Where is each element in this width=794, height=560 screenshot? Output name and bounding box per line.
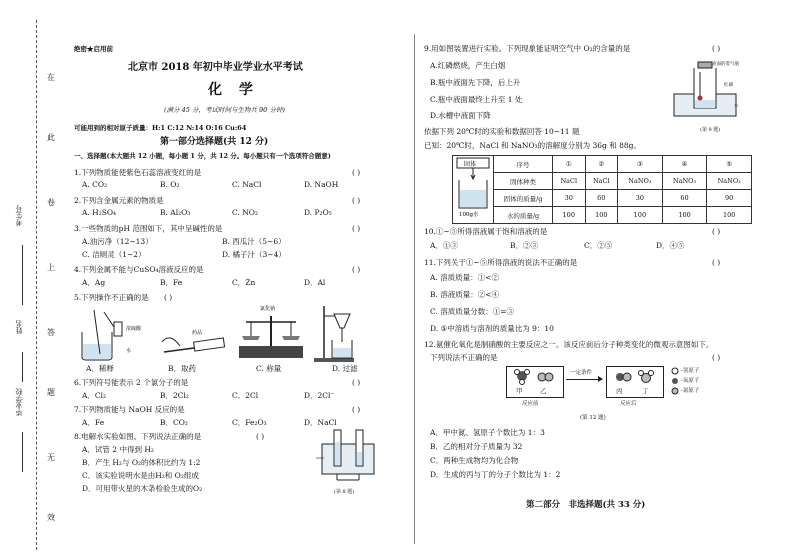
option-c[interactable]: C．该实验说明水是由H₂和 O₂组成 bbox=[82, 471, 199, 480]
product-label: 丁 bbox=[642, 387, 649, 395]
binding-char: 卷 bbox=[47, 198, 55, 207]
o2-apparatus-figure bbox=[670, 60, 750, 120]
question-stem-2: 下列说法不正确的是 bbox=[430, 353, 498, 362]
row-label: 固体的质量/g bbox=[494, 190, 553, 207]
question-stem: 9.用如图装置进行实验。下列现象能证明空气中 O₂的含量的是 bbox=[424, 44, 631, 53]
row-label: 序号 bbox=[494, 156, 553, 173]
option-b[interactable]: B．Fe bbox=[160, 278, 183, 287]
after-caption: 反应后 bbox=[620, 401, 637, 407]
field-underline bbox=[22, 245, 24, 305]
water-mass: 100 bbox=[585, 207, 618, 224]
label-reagent: 药品 bbox=[192, 330, 203, 336]
answer-paren[interactable]: ( ) bbox=[164, 293, 173, 302]
option-c[interactable]: C. NO₂ bbox=[232, 208, 258, 217]
binding-char: 上 bbox=[47, 263, 55, 272]
question-stem: 2.下列含金属元素的物质是 bbox=[74, 196, 164, 205]
option-a[interactable]: A．甲中氮、氢原子个数比为 1：3 bbox=[430, 428, 545, 437]
option-c[interactable]: C．Fe₂O₃ bbox=[232, 418, 267, 427]
answer-paren[interactable]: ( ) bbox=[256, 432, 265, 441]
option-a[interactable]: A.红磷燃烧，产生白烟 bbox=[430, 61, 506, 70]
field-school[interactable] bbox=[14, 388, 30, 428]
legend-nitrogen: -氮原子 bbox=[681, 388, 700, 394]
binding-char: 此 bbox=[47, 133, 55, 142]
option-d[interactable]: D．生成的丙与丁的分子个数比为 1：2 bbox=[430, 470, 561, 479]
option-a[interactable]: A．试管 2 中得到 H₂ bbox=[82, 445, 154, 454]
water-mass: 100 bbox=[662, 207, 707, 224]
arrow-head bbox=[598, 376, 603, 382]
solid-mass: 60 bbox=[585, 190, 618, 207]
arrow-condition: 一定条件 bbox=[570, 370, 593, 376]
binding-char: 题 bbox=[47, 388, 55, 397]
experiment-known: 已知：20℃时，NaCl 和 NaNO₃的溶解度分别为 36g 和 88g。 bbox=[424, 141, 641, 150]
beaker-figure bbox=[453, 156, 493, 218]
solid-mass: 90 bbox=[707, 190, 752, 207]
option-b[interactable]: B．CO₂ bbox=[160, 418, 188, 427]
answer-paren[interactable]: ( ) bbox=[352, 265, 361, 274]
option-c[interactable]: C. 溶质质量分数：①=③ bbox=[430, 307, 515, 316]
solid-mass: 30 bbox=[618, 190, 663, 207]
water-mass: 100 bbox=[553, 207, 586, 224]
exam-title: 北京市 2018 年初中毕业学业水平考试 bbox=[128, 62, 303, 73]
label-sulfuric-acid: 浓硫酸 bbox=[126, 326, 142, 332]
figure-label: 表面的着气瓶 bbox=[712, 62, 739, 67]
option-c[interactable]: C．两种生成物均为化合物 bbox=[430, 456, 519, 465]
option-c[interactable]: C．②⑤ bbox=[584, 241, 613, 250]
row-label: 固体种类 bbox=[494, 173, 553, 190]
beaker-solid-label: 固体 bbox=[464, 161, 477, 168]
answer-paren[interactable]: ( ) bbox=[352, 378, 361, 387]
solubility-table bbox=[452, 155, 752, 224]
experiment-intro: 依据下列 20℃时的实验和数据回答 10~11 题 bbox=[424, 127, 580, 136]
option-b[interactable]: B．乙的相对分子质量为 32 bbox=[430, 442, 523, 451]
before-caption: 反应前 bbox=[522, 401, 539, 407]
question-stem: 4.下列金属不能与CuSO₄溶液反应的是 bbox=[74, 265, 204, 274]
reaction-arrow bbox=[566, 379, 602, 380]
question-stem: 8.电解水实验如图。下列说法正确的是 bbox=[74, 432, 202, 441]
field-name[interactable] bbox=[14, 320, 30, 350]
binding-char: 效 bbox=[47, 513, 55, 522]
option-a[interactable]: A．Fe bbox=[82, 418, 105, 427]
field-label: 姓名 bbox=[15, 320, 23, 334]
option-a[interactable]: A．①③ bbox=[430, 241, 458, 250]
atomic-masses: 可能用到的相对原子质量：H:1 C:12 N:14 O:16 Cu:64 bbox=[74, 124, 247, 132]
option-d[interactable]: D. NaOH bbox=[304, 180, 339, 189]
answer-paren[interactable]: ( ) bbox=[712, 44, 721, 53]
option-b[interactable]: B.瓶中液面先下降，后上升 bbox=[430, 78, 521, 87]
option-b[interactable]: B．②③ bbox=[510, 241, 539, 250]
option-c[interactable]: C. 洁厕灵（1~2） bbox=[82, 250, 146, 259]
row-label: 水的质量/g bbox=[494, 207, 553, 224]
binding-char: 在 bbox=[47, 73, 55, 82]
option-a[interactable]: A. 溶质质量：①<② bbox=[430, 273, 499, 282]
option-d[interactable]: D．Al bbox=[304, 278, 326, 287]
answer-paren[interactable]: ( ) bbox=[352, 405, 361, 414]
option-c[interactable]: C.瓶中液面最终上升至 1 处 bbox=[430, 95, 523, 104]
molecules-before bbox=[506, 367, 562, 387]
field-label: 毕业学校 bbox=[15, 388, 23, 416]
sample-number: ④ bbox=[662, 156, 707, 173]
answer-paren[interactable]: ( ) bbox=[352, 196, 361, 205]
label-water: 水 bbox=[126, 348, 132, 354]
part1-instructions: 一、选择题(本大题共 12 小题，每小题 1 分，共 12 分。每小题只有一个选项符合题意) bbox=[74, 152, 331, 160]
option-d[interactable]: D. 橘子汁（3~4） bbox=[222, 250, 286, 259]
question-stem: 12.氨催化氧化是制硝酸的主要反应之一。该反应前后分子种类变化的微观示意图如下。 bbox=[424, 340, 714, 349]
answer-paren[interactable]: ( ) bbox=[712, 258, 721, 267]
solid-type: NaNO₃ bbox=[662, 173, 707, 190]
column-divider bbox=[414, 34, 415, 544]
question-stem: 3.一些物质的pH 范围如下，其中呈碱性的是 bbox=[74, 224, 223, 233]
balance-figure bbox=[239, 316, 303, 358]
solid-mass: 30 bbox=[553, 190, 586, 207]
option-d[interactable]: D. ⑤中溶质与溶剂的质量比为 9：10 bbox=[430, 324, 554, 333]
sample-number: ② bbox=[585, 156, 618, 173]
question-stem: 7.下列物质能与 NaOH 反应的是 bbox=[74, 405, 185, 414]
option-b[interactable]: B. 溶液质量：②<④ bbox=[430, 290, 500, 299]
field-underline bbox=[22, 352, 24, 382]
reactant-label: 乙 bbox=[540, 387, 547, 395]
option-b[interactable]: B．取药 bbox=[168, 364, 197, 373]
water-mass: 100 bbox=[707, 207, 752, 224]
part2-title: 第二部分 非选择题(共 33 分) bbox=[526, 500, 646, 510]
question-stem: 10.①~⑤所得溶液属于饱和溶液的是 bbox=[424, 227, 548, 236]
solid-mass: 60 bbox=[662, 190, 707, 207]
field-label: 考生号 bbox=[15, 205, 23, 226]
answer-paren[interactable]: ( ) bbox=[712, 227, 721, 236]
binding-char: 答 bbox=[47, 328, 55, 337]
beaker-cell bbox=[453, 156, 494, 224]
dilution-figure bbox=[82, 310, 122, 360]
option-d[interactable]: D．NaCl bbox=[304, 418, 337, 427]
product-label: 丙 bbox=[616, 387, 623, 395]
part1-title: 第一部分选择题(共 12 分) bbox=[160, 137, 269, 147]
option-b[interactable]: B．产生 H₂与 O₂的体积比约为 1:2 bbox=[82, 458, 201, 467]
filtration-figure bbox=[314, 306, 354, 362]
option-b[interactable]: B. Al₂O₃ bbox=[160, 208, 191, 217]
option-c[interactable]: C．2Cl bbox=[232, 391, 259, 400]
option-c[interactable]: C．Zn bbox=[232, 278, 256, 287]
option-b[interactable]: B. 西瓜汁（5~6） bbox=[222, 237, 286, 246]
answer-paren[interactable]: ( ) bbox=[352, 224, 361, 233]
option-b[interactable]: B. O₂ bbox=[160, 180, 180, 189]
beaker-water-label: 100g水 bbox=[459, 212, 479, 218]
option-b[interactable]: B．2Cl₂ bbox=[160, 391, 189, 400]
legend-oxygen: -氧原子 bbox=[681, 378, 700, 384]
solid-type: NaNO₃ bbox=[618, 173, 663, 190]
option-c[interactable]: C. 称量 bbox=[256, 364, 282, 373]
molecules-after bbox=[606, 367, 662, 387]
electrolysis-figure bbox=[316, 428, 386, 484]
figure-caption: (第 8 题) bbox=[334, 489, 355, 495]
binding-line bbox=[36, 20, 37, 550]
option-a[interactable]: A．Ag bbox=[82, 278, 106, 287]
field-student-id[interactable] bbox=[14, 205, 30, 245]
option-d[interactable]: D．2Cl⁻ bbox=[304, 391, 335, 400]
question-stem: 1.下列物质能使紫色石蕊溶液变红的是 bbox=[74, 168, 202, 177]
legend-hydrogen: -氢原子 bbox=[681, 368, 700, 374]
option-a[interactable]: A. CO₂ bbox=[82, 180, 108, 189]
water-mass: 100 bbox=[618, 207, 663, 224]
figure-caption: (第 9 题) bbox=[700, 127, 721, 133]
confidential-mark: 绝密★启用前 bbox=[74, 45, 113, 53]
option-a[interactable]: A．Cl₂ bbox=[82, 391, 107, 400]
question-stem: 11.下列关于①~⑤所得溶液的说法不正确的是 bbox=[424, 258, 578, 267]
reagent-figure bbox=[162, 338, 225, 352]
option-d[interactable]: D. 过滤 bbox=[332, 364, 358, 373]
option-d[interactable]: D．可用带火星的木条检验生成的O₂ bbox=[82, 484, 203, 493]
option-a[interactable]: A．稀释 bbox=[86, 364, 114, 373]
question-stem: 6.下列符号能表示 2 个氯分子的是 bbox=[74, 378, 189, 387]
option-a[interactable]: A.油污净（12~13） bbox=[82, 237, 153, 246]
figure-label: 水 bbox=[734, 104, 739, 109]
q5-figures bbox=[74, 302, 364, 364]
option-a[interactable]: A. H₂SO₄ bbox=[82, 208, 117, 217]
option-d[interactable]: D. P₂O₅ bbox=[304, 208, 332, 217]
label-sodium-chloride: 氯化钠 bbox=[260, 306, 276, 312]
field-underline bbox=[22, 432, 24, 472]
figure-label: 红磷 bbox=[724, 83, 733, 88]
solid-type: NaCl bbox=[585, 173, 618, 190]
subject-title: 化 学 bbox=[208, 82, 259, 98]
figure-caption: (第 12 题) bbox=[580, 415, 606, 421]
answer-paren[interactable]: ( ) bbox=[712, 353, 721, 362]
option-d[interactable]: D.水槽中液面下降 bbox=[430, 111, 491, 120]
sample-number: ③ bbox=[618, 156, 663, 173]
question-stem: 5.下列操作不正确的是 bbox=[74, 293, 149, 302]
reactant-label: 甲 bbox=[516, 387, 523, 395]
sample-number: ⑤ bbox=[707, 156, 752, 173]
answer-paren[interactable]: ( ) bbox=[352, 168, 361, 177]
exam-note: (满分 45 分，考试时间与生物共 90 分钟) bbox=[164, 106, 285, 114]
option-c[interactable]: C. NaCl bbox=[232, 180, 262, 189]
atom-legend-icons bbox=[670, 366, 680, 398]
option-d[interactable]: D．④⑤ bbox=[656, 241, 685, 250]
solid-type: NaNO₃ bbox=[707, 173, 752, 190]
solid-type: NaCl bbox=[553, 173, 586, 190]
sample-number: ① bbox=[553, 156, 586, 173]
binding-char: 无 bbox=[47, 453, 55, 462]
